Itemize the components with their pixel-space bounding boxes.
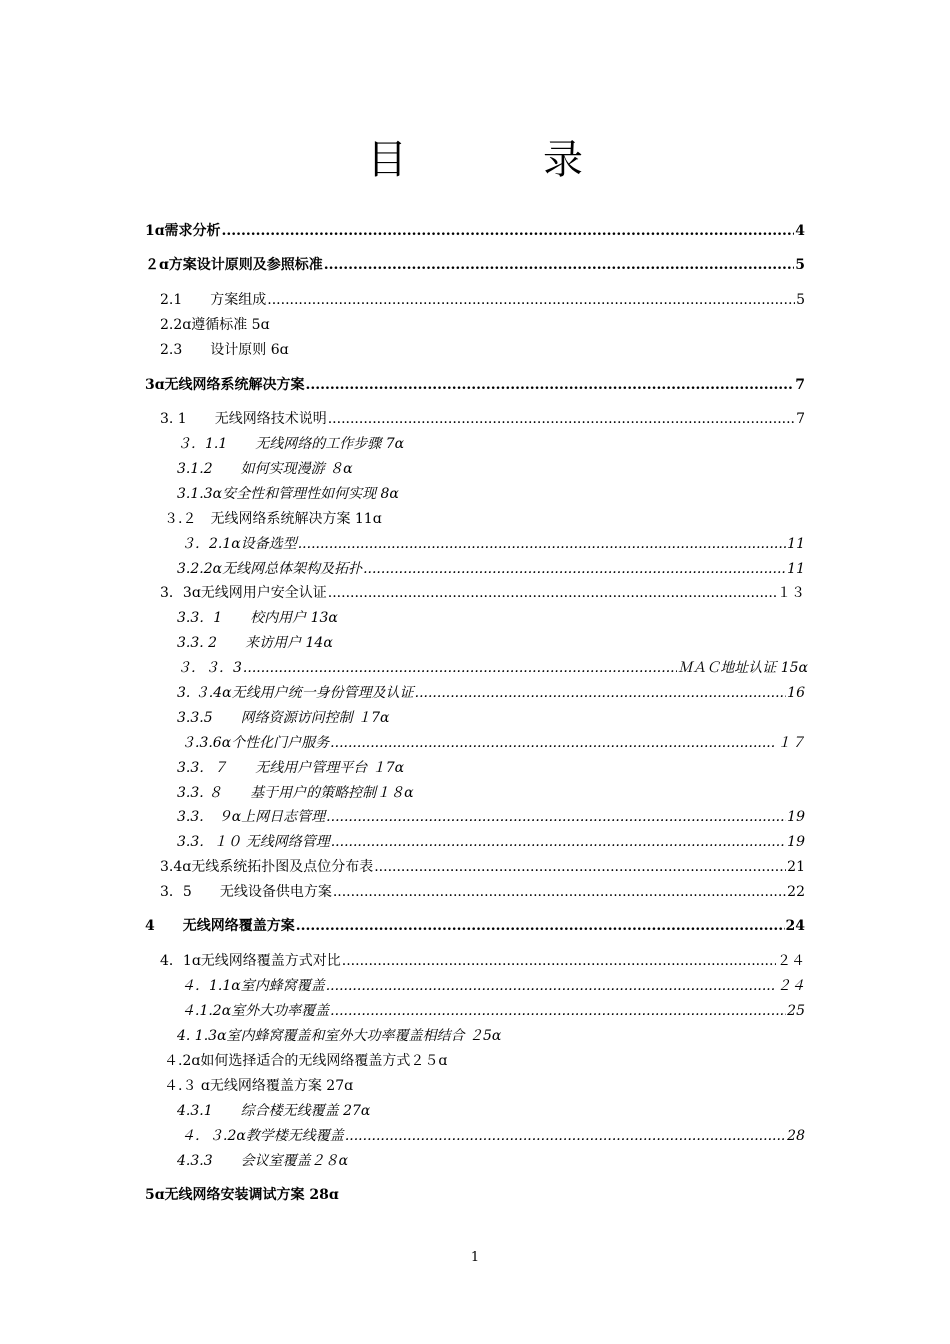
toc-entry[interactable] xyxy=(177,609,338,627)
toc-entry[interactable] xyxy=(177,460,353,478)
toc-entry-title: 3.3. 2 来访用户 14ɑ xyxy=(177,635,333,651)
toc-leader-dots xyxy=(324,256,794,274)
toc-entry[interactable] xyxy=(181,1127,805,1145)
toc-entry-title: 3.2.2ɑ无线网总体架构及拓扑 xyxy=(177,561,363,577)
toc-entry-title: ２ɑ方案设计原则及参照标准 xyxy=(145,257,323,273)
toc-entry-page: 21 xyxy=(787,859,805,875)
toc-leader-dots xyxy=(222,222,795,240)
toc-leader-dots xyxy=(415,684,787,702)
toc-entry[interactable] xyxy=(177,784,414,802)
toc-entry[interactable] xyxy=(160,316,270,334)
toc-entry[interactable] xyxy=(160,883,805,901)
toc-entry-page: 7 xyxy=(795,377,805,393)
toc-leader-dots xyxy=(330,1002,786,1020)
page-title: 目 录 xyxy=(367,137,631,183)
toc-entry-page: ２４ xyxy=(777,953,805,969)
toc-leader-dots xyxy=(267,291,795,309)
toc-entry-page: １７ xyxy=(777,735,805,751)
toc-entry[interactable] xyxy=(177,560,805,578)
toc-entry-page: 24 xyxy=(785,918,805,934)
toc-leader-dots xyxy=(306,376,795,394)
toc-entry[interactable] xyxy=(160,410,805,428)
toc-entry-title: 4．1ɑ无线网络覆盖方式对比 xyxy=(160,953,341,969)
toc-entry-title: ４.2ɑ如何选择适合的无线网络覆盖方式２５ɑ xyxy=(164,1053,448,1069)
toc-leader-dots xyxy=(243,659,677,677)
toc-entry-page: 5 xyxy=(795,257,805,273)
toc-entry[interactable] xyxy=(164,1052,447,1070)
toc-entry-title: 4 无线网络覆盖方案 xyxy=(145,918,295,934)
toc-entry[interactable] xyxy=(177,709,389,727)
toc-leader-dots xyxy=(328,410,795,428)
toc-leader-dots xyxy=(374,858,786,876)
toc-entry-title: 4.3.1 综合楼无线覆盖 27ɑ xyxy=(177,1103,371,1119)
toc-entry-page: ＭＡＣ地址认证 15ɑ xyxy=(678,660,808,676)
toc-entry[interactable] xyxy=(177,833,805,851)
toc-leader-dots xyxy=(296,917,785,935)
toc-entry-title: 3.4ɑ无线系统拓扑图及点位分布表 xyxy=(160,859,374,875)
toc-entry[interactable] xyxy=(177,1027,501,1045)
toc-leader-dots xyxy=(342,952,776,970)
toc-entry-page: 22 xyxy=(787,884,805,900)
toc-entry-title: 5ɑ无线网络安装调试方案 28ɑ xyxy=(145,1187,339,1203)
toc-entry[interactable] xyxy=(181,977,805,995)
toc-leader-dots xyxy=(330,734,776,752)
toc-entry-title: ４.1.2ɑ室外大功率覆盖 xyxy=(181,1003,330,1019)
toc-entry[interactable] xyxy=(181,734,805,752)
toc-leader-dots xyxy=(298,535,786,553)
toc-entry-title: 3. 1 无线网络技术说明 xyxy=(160,411,327,427)
toc-entry[interactable] xyxy=(177,485,399,503)
toc-entry-page: 4 xyxy=(795,223,805,239)
toc-entry-title: 1ɑ需求分析 xyxy=(145,223,221,239)
toc-entry[interactable] xyxy=(177,759,404,777)
toc-entry[interactable] xyxy=(181,1002,805,1020)
toc-entry[interactable] xyxy=(164,510,382,528)
toc-entry-title: ３．1.1 无线网络的工作步骤 7ɑ xyxy=(177,436,405,452)
toc-entry[interactable] xyxy=(164,1077,353,1095)
toc-entry[interactable] xyxy=(160,291,805,309)
toc-entry-title: 4. 1.3ɑ室内蜂窝覆盖和室外大功率覆盖相结合 ２5ɑ xyxy=(177,1028,502,1044)
toc-entry-title: 3.3. ９ɑ上网日志管理 xyxy=(177,809,326,825)
toc-entry-title: ３．2.1ɑ设备选型 xyxy=(181,536,297,552)
page-number: 1 xyxy=(470,1250,480,1265)
toc-leader-dots xyxy=(331,833,786,851)
toc-entry[interactable] xyxy=(177,684,805,702)
toc-entry-title: ３．３．3 xyxy=(177,660,242,676)
toc-entry[interactable] xyxy=(145,256,805,274)
toc-entry-title: 3.3.5 网络资源访问控制 １7ɑ xyxy=(177,710,390,726)
toc-entry-title: 3．5 无线设备供电方案 xyxy=(160,884,332,900)
toc-entry[interactable] xyxy=(145,917,805,935)
toc-entry-page: 5 xyxy=(796,292,805,308)
toc-entry-title: 2.3 设计原则 6ɑ xyxy=(160,342,289,358)
toc-entry-title: 2.2ɑ遵循标准 5ɑ xyxy=(160,317,270,333)
toc-leader-dots xyxy=(345,1127,786,1145)
toc-entry[interactable] xyxy=(177,1102,370,1120)
toc-entry-title: ４．1.1ɑ室内蜂窝覆盖 xyxy=(181,978,325,994)
toc-entry-title: 3.1.3ɑ安全性和管理性如何实现 8ɑ xyxy=(177,486,399,502)
toc-entry-title: 3．3ɑ无线网用户安全认证 xyxy=(160,585,327,601)
toc-entry[interactable] xyxy=(177,659,808,677)
toc-leader-dots xyxy=(326,977,776,995)
toc-entry-title: 3. ３.4ɑ无线用户统一身份管理及认证 xyxy=(177,685,414,701)
toc-entry-title: 3.3．１０ 无线网络管理 xyxy=(177,834,330,850)
toc-entry-title: ４.３ ɑ无线网络覆盖方案 27ɑ xyxy=(164,1078,354,1094)
toc-leader-dots xyxy=(363,560,786,578)
toc-entry[interactable] xyxy=(177,808,805,826)
toc-entry-title: 3.3．1 校内用户 13ɑ xyxy=(177,610,338,626)
toc-entry-page: 16 xyxy=(787,685,805,701)
toc-entry-page: 25 xyxy=(787,1003,805,1019)
toc-entry-title: ３.２ 无线网络系统解决方案 11ɑ xyxy=(164,511,382,527)
toc-entry[interactable] xyxy=(160,584,805,602)
toc-entry-title: 4.3.3 会议室覆盖２８ɑ xyxy=(177,1153,349,1169)
toc-entry-page: 11 xyxy=(787,561,805,577)
toc-entry-page: 11 xyxy=(787,536,805,552)
toc-entry-title: ３.3.6ɑ个性化门户服务 xyxy=(181,735,330,751)
toc-leader-dots xyxy=(326,808,786,826)
toc-entry-title: 3.1.2 如何实现漫游 ８ɑ xyxy=(177,461,353,477)
toc-leader-dots xyxy=(328,584,776,602)
toc-entry[interactable] xyxy=(145,1186,339,1204)
toc-entry[interactable] xyxy=(160,341,289,359)
toc-entry[interactable] xyxy=(177,1152,348,1170)
toc-entry-page: １３ xyxy=(777,585,805,601)
toc-entry[interactable] xyxy=(160,952,805,970)
toc-entry-title: 2.1 方案组成 xyxy=(160,292,267,308)
toc-entry-page: 7 xyxy=(796,411,805,427)
toc-entry[interactable] xyxy=(177,435,404,453)
toc-entry[interactable] xyxy=(145,222,805,240)
toc-entry[interactable] xyxy=(181,535,805,553)
toc-entry-title: 3.3. ８ 基于用户的策略控制１８ɑ xyxy=(177,785,414,801)
toc-entry[interactable] xyxy=(145,376,805,394)
toc-entry-page: 19 xyxy=(787,834,805,850)
toc-entry-page: 28 xyxy=(787,1128,805,1144)
toc-entry-title: 3.3．７ 无线用户管理平台 １7ɑ xyxy=(177,760,405,776)
toc-entry-title: ４．３.2ɑ教学楼无线覆盖 xyxy=(181,1128,344,1144)
toc-entry[interactable] xyxy=(160,858,805,876)
toc-entry[interactable] xyxy=(177,634,333,652)
toc-entry-page: 19 xyxy=(787,809,805,825)
toc-entry-page: ２４ xyxy=(777,978,805,994)
toc-leader-dots xyxy=(333,883,786,901)
toc-entry-title: 3ɑ无线网络系统解决方案 xyxy=(145,377,305,393)
